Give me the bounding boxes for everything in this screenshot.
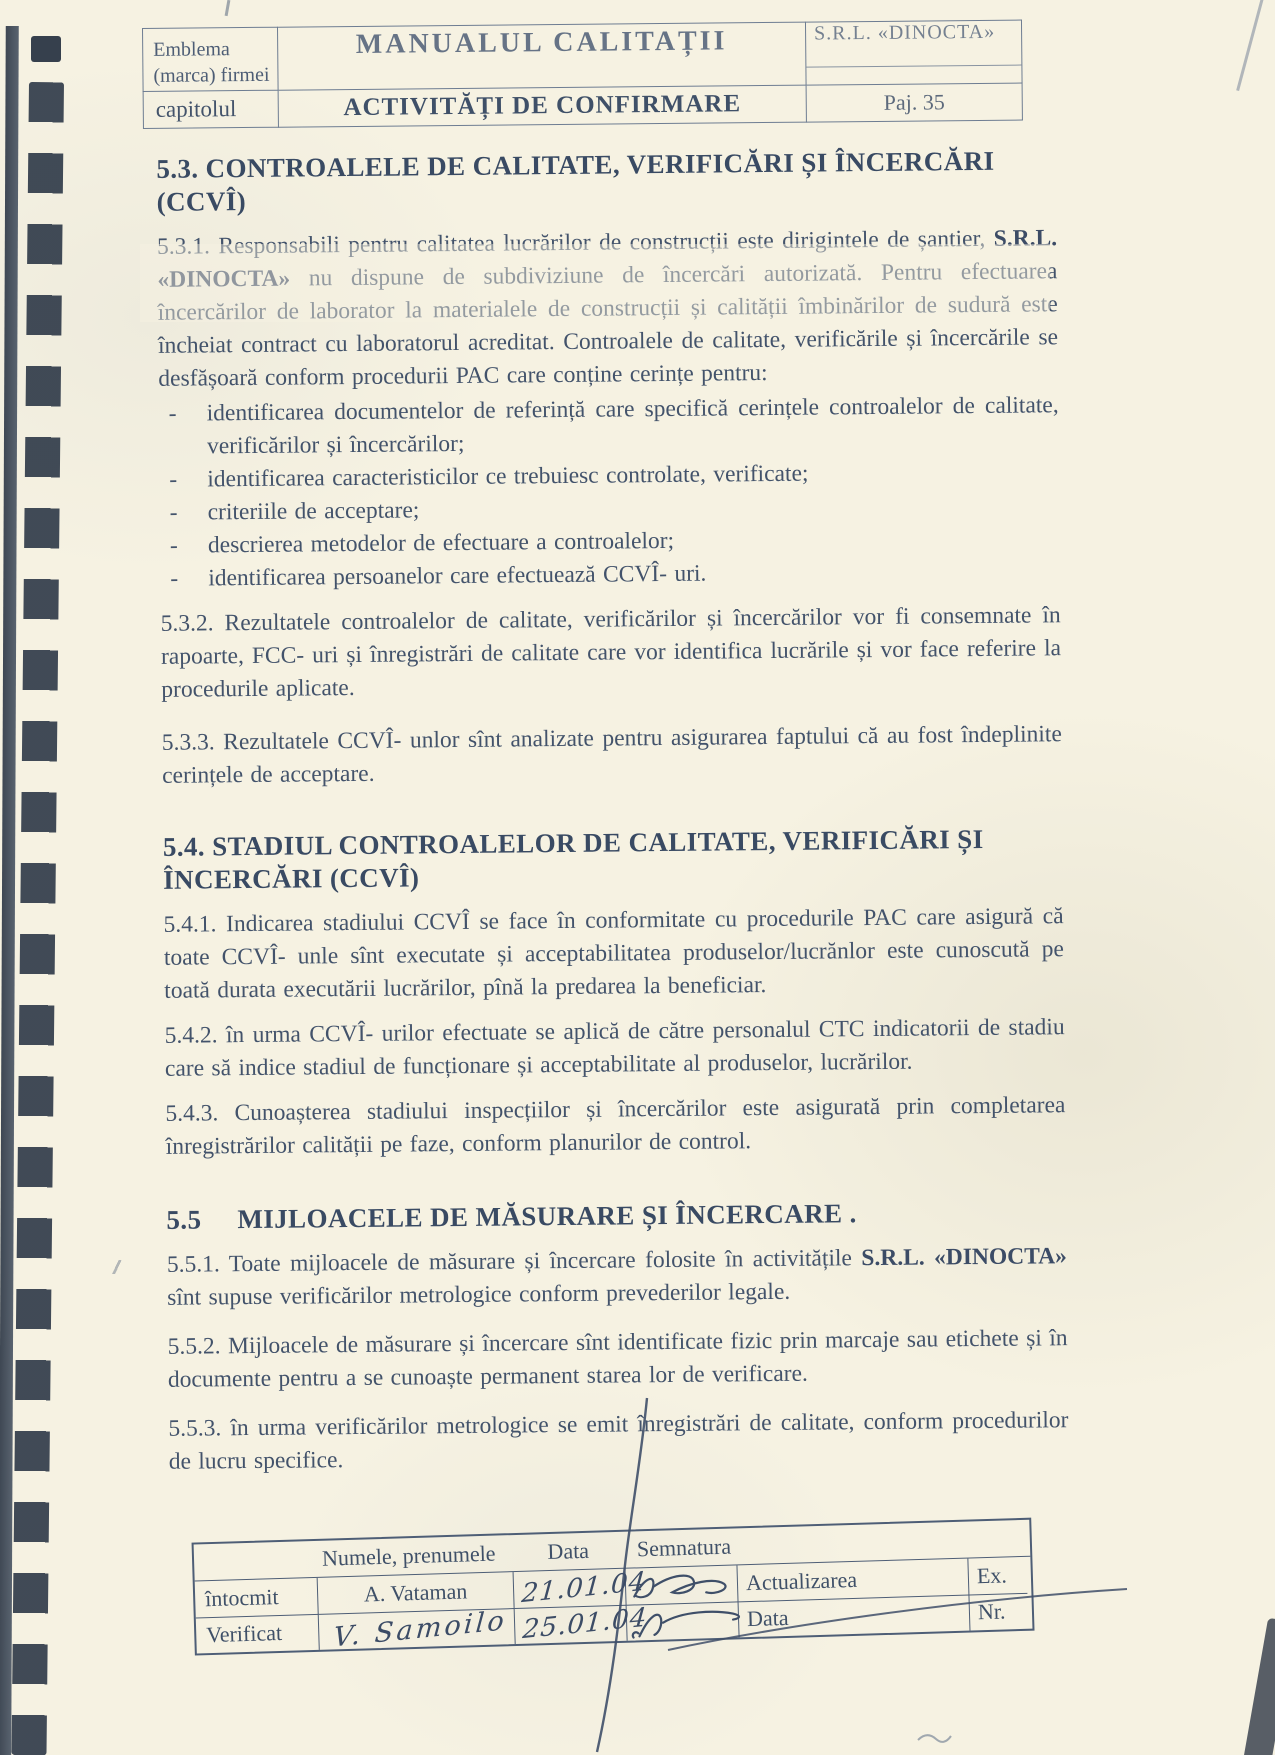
paragraph-5-4-2: 5.4.2. în urma CCVÎ- urilor efectuate se aplică de către personalul CTC indicatorii de stadiu care să indice stadiul de funcționare și acceptabilitate al produselor, lucrărilor.: [164, 1014, 1065, 1082]
page-corner-fold: [1236, 0, 1265, 91]
section-5-4-heading: 5.4. STADIUL CONTROALELOR DE CALITATE, VERIFICĂRI ȘI ÎNCERCĂRI (CCVÎ): [162, 823, 984, 895]
list-item-text: identificarea documentelor de referință care specifică cerințele controalelor de calitate, verificărilor și încercărilor;: [206, 392, 1059, 460]
update-label-cell: Data: [739, 1595, 971, 1638]
list-item-text: identificarea persoanelor care efectuează CCVÎ- uri.: [208, 560, 707, 592]
stray-dot: .: [849, 1198, 857, 1229]
list-item: [159, 389, 1060, 464]
scan-artifact-mark: [225, 0, 231, 16]
role-cell: întocmit: [195, 1578, 319, 1619]
paragraph-5-3-2: 5.3.2. Rezultatele controalelor de calitate, verificărilor și încercărilor vor fi consemnate în rapoarte, FCC- uri și înregistrări de calitate care vor identifica lucrările și vor face referire la procedurile aplicate.: [160, 602, 1062, 703]
paragraph-5-4-3: 5.4.3. Cunoașterea stadiului inspecțiilor și încercărilor este asigurată prin completarea înregistrărilor calității pe faze, conform planurilor de control.: [165, 1092, 1066, 1160]
update-label-cell: Actualizarea: [737, 1559, 969, 1603]
paragraph-5-4-1: 5.4.1. Indicarea stadiului CCVÎ se face în conformitate cu procedurile PAC care asigură că toate CCVÎ- unle sînt executate și acceptabilitatea produselor/lucrănlor este cunoscută pe toată durata executării lucrărilor, pînă la predarea la beneficiar.: [163, 903, 1065, 1004]
list-dash: -: [168, 400, 177, 427]
requirements-list: [159, 389, 1061, 596]
binding-hole: [31, 36, 61, 62]
header-table: [142, 20, 1023, 129]
page-number: Paj. 35: [806, 83, 1022, 122]
chapter-label: capitolul: [143, 90, 278, 128]
role-cell: Verificat: [196, 1614, 320, 1654]
name-cell: [319, 1604, 516, 1653]
section-title: MIJLOACELE DE MĂSURARE ȘI ÎNCERCARE: [237, 1198, 843, 1235]
emblem-cell: Emblema (marca) firmei: [143, 27, 279, 91]
binding-holes: [11, 82, 64, 1755]
paragraph-text: 5.5.1. Toate mijloacele de măsurare și încercare folosite în activitățile: [166, 1245, 862, 1278]
document-body: [143, 144, 1070, 1656]
manual-title: MANUALUL CALITAȚII: [277, 22, 806, 90]
column-header-signature: Semnatura: [636, 1533, 732, 1562]
section-5-3-heading: 5.3. CONTROALELE DE CALITATE, VERIFICĂRI ȘI ÎNCERCĂRI (CCVÎ): [156, 145, 995, 217]
handwritten-date: 21.01.04: [520, 1566, 648, 1610]
handwritten-date: 25.01.04: [521, 1602, 649, 1646]
paragraph-5-3-1: [157, 222, 1059, 396]
scan-artifact-mark: [112, 1260, 122, 1274]
section-number: 5.5: [166, 1204, 202, 1235]
list-item-text: identificarea caracteristicilor ce trebuiesc controlate, verificate;: [207, 460, 809, 493]
paragraph-text: nu dispune de subdiviziune de încercări autorizată. Pentru efectuarea încercărilor de laborator la materialele de construcții și calității îmbinărilor de sudură este încheiat contract cu laboratorul acreditat. Controalele de calitate, verificările și încercările se desfășoară conform procedurii PAC care conține cerințe pentru:: [157, 258, 1059, 392]
company-name-bold: S.R.L. «DINOCTA»: [157, 225, 1058, 293]
list-dash: -: [169, 499, 178, 526]
paragraph-5-5-3: 5.5.3. în urma verificărilor metrologice se emit înregistrări de calitate, conform procedurilor de lucru specifice.: [168, 1407, 1069, 1475]
name-cell: A. Vataman: [318, 1572, 515, 1615]
copy-label-cell: Nr.: [977, 1598, 1006, 1625]
scan-corner-smear: [1242, 1618, 1275, 1755]
column-header-name: Numele, prenumele: [321, 1540, 496, 1571]
handwritten-name: V. Samoilo: [331, 1604, 508, 1653]
list-dash: -: [169, 532, 178, 559]
approval-table: [192, 1518, 1035, 1656]
paragraph-5-3-3: 5.3.3. Rezultatele CCVÎ- unlor sînt analizate pentru asigurarea faptului că au fost îndeplinite cerințele de acceptare.: [161, 721, 1062, 789]
list-dash: -: [169, 466, 178, 493]
column-header-date: Data: [547, 1537, 590, 1565]
list-item-text: descrierea metodelor de efectuare a controalelor;: [207, 527, 675, 559]
list-dash: -: [170, 565, 179, 592]
copy-label-cell: Ex.: [968, 1557, 1027, 1596]
section-5-5-heading: [166, 1195, 1066, 1237]
list-item-text: criteriile de acceptare;: [207, 497, 420, 526]
paragraph-5-5-2: 5.5.2. Mijloacele de măsurare și încercare sînt identificate fizic prin marcaje sau etichete și în documente pentru a se cunoaște permanent starea lor de verificare.: [167, 1325, 1068, 1393]
company-name: S.R.L. «DINOCTA»: [806, 21, 1021, 68]
document-content: [142, 19, 1069, 1656]
date-cell: [514, 1566, 648, 1610]
company-cell: [805, 20, 1022, 85]
paragraph-text: 5.3.1. Responsabili pentru calitatea lucrărilor de construcții este dirigintele de șantier,: [156, 225, 994, 260]
company-name-bold: S.R.L. «DINOCTA»: [861, 1243, 1067, 1272]
paragraph-5-5-1: [167, 1240, 1068, 1315]
date-cell: [515, 1602, 649, 1646]
paragraph-text: sînt supuse verificărilor metrologice conform prevederilor legale.: [167, 1278, 791, 1311]
chapter-title: ACTIVITĂȚI DE CONFIRMARE: [278, 85, 806, 127]
